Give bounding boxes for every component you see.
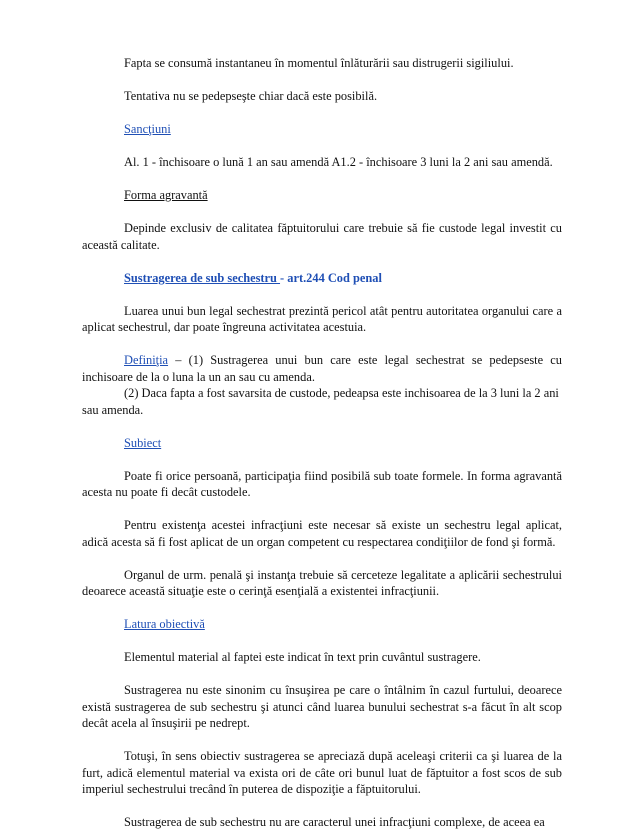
sanctiuni-link[interactable]: Sancţiuni	[124, 122, 171, 136]
paragraph-definitia	[82, 352, 562, 385]
sustragerea-article: - art.244 Cod penal	[280, 270, 382, 285]
subiect-link[interactable]: Subiect	[124, 435, 162, 450]
paragraph-legalitate: Organul de urm. penală şi instanţa trebuie să cerceteze legalitate a aplicării sechestrului deoarece această situaţie este o cerinţă esenţială a existentei infracţiunii.	[82, 567, 562, 598]
definitia-text: – (1) Sustragerea unui bun care este legal sechestrat se pedepseste cu inchisoare de la o luna la un an sau cu amenda.	[82, 353, 562, 384]
document-page	[82, 55, 562, 831]
heading-sustragerea	[82, 270, 562, 287]
definitia-link[interactable]: Definiţia	[124, 353, 169, 367]
paragraph-sens-obiectiv: Totuşi, în sens obiectiv sustragerea se apreciază după aceleaşi criterii ca şi luarea de la furt, adică elementul material va exista ori de câte ori bunul luat de făptuitor a fost scos de sub imperiul sechestrului trecând în puterea de dispoziţie a făptuitorului.	[82, 749, 562, 796]
paragraph-sanctiuni: Al. 1 - închisoare o lună 1 an sau amendă A1.2 - închisoare 3 luni la 2 ani sau amendă.	[124, 155, 553, 169]
forma-agravanta-label: Forma agravantă	[124, 188, 208, 202]
paragraph-subiect: Poate fi orice persoană, participaţia fiind posibilă sub toate formele. In forma agravantă acesta nu poate fi decât custodele.	[82, 468, 562, 499]
heading-latura-obiectiva	[82, 616, 562, 633]
paragraph-insusire: Sustragerea nu este sinonim cu însuşirea pe care o întâlnim în cazul furtului, deoarece există sustragerea de sub sechestru şi atunci când luarea bunului sechestrat s-a făcut în alt scop decât acela al însuşirii pe nedrept.	[82, 683, 562, 730]
paragraph-consumare: Fapta se consumă instantaneu în momentul înlăturării sau distrugerii sigiliului.	[124, 56, 514, 70]
paragraph-pericol: Luarea unui bun legal sechestrat prezintă pericol atât pentru autoritatea organului care a aplicat sechestrul, dar poate îngreuna activitatea acestuia.	[82, 303, 562, 334]
paragraph-complexa: Sustragerea de sub sechestru nu are caracterul unei infracţiuni complexe, de aceea ea	[124, 815, 545, 829]
paragraph-forma-agravanta: Depinde exclusiv de calitatea făptuitorului care trebuie să fie custode legal investit cu această calitate.	[82, 221, 562, 252]
heading-sanctiuni	[82, 121, 562, 138]
paragraph-tentativa: Tentativa nu se pedepseşte chiar dacă este posibilă.	[124, 89, 378, 103]
heading-subiect	[82, 435, 562, 452]
sustragerea-link[interactable]: Sustragerea de sub sechestru	[124, 270, 281, 285]
paragraph-custode: (2) Daca fapta a fost savarsita de custode, pedeapsa este inchisoarea de la 3 luni la 2 ani sau amenda.	[82, 386, 559, 417]
paragraph-existenta: Pentru existenţa acestei infracţiuni este necesar să existe un sechestru legal aplicat, adică acesta să fi fost aplicat de un organ competent cu respectarea condiţiilor de fond şi formă.	[82, 518, 562, 549]
paragraph-element-material: Elementul material al faptei este indicat în text prin cuvântul sustragere.	[124, 650, 481, 664]
heading-forma-agravanta	[82, 187, 562, 204]
latura-obiectiva-link[interactable]: Latura obiectivă	[124, 617, 205, 631]
